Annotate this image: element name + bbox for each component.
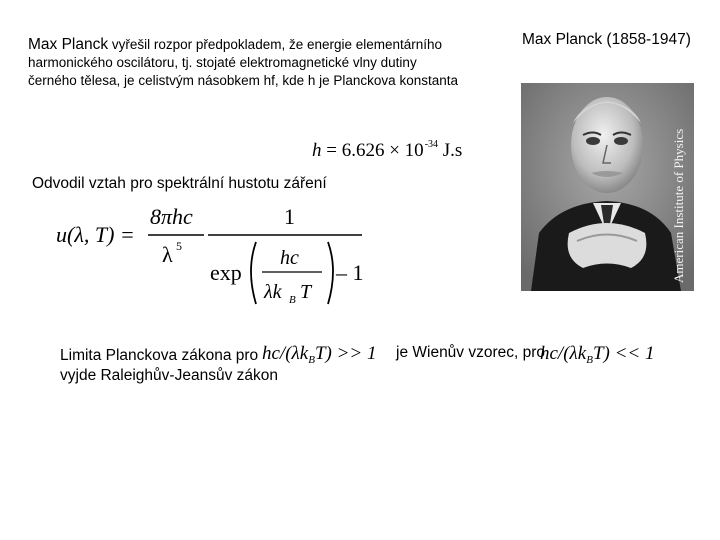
formula-inner-den: λk	[264, 281, 282, 303]
photo-credit: American Institute of Physics	[671, 128, 686, 283]
constant-symbol: h	[312, 140, 322, 161]
formula-minus-one: – 1	[336, 260, 364, 285]
intro-lead: Max Planck	[28, 36, 109, 53]
cond1-b: T) >> 1	[314, 343, 377, 364]
limit-line-2: vyjde Raleighův-Jeansův zákon	[60, 367, 278, 384]
intro-paragraph	[28, 36, 458, 90]
constant-unit: J.s	[438, 140, 463, 161]
formula-den1: λ	[162, 242, 173, 267]
right-paren	[328, 242, 333, 304]
limit-text	[60, 346, 278, 386]
cond1-a: hc/(λk	[262, 343, 309, 364]
formula-den1-exp: 5	[176, 239, 182, 253]
cond1-sub: B	[308, 354, 315, 366]
spectral-heading: Odvodil vztah pro spektrální hustotu záření	[32, 175, 327, 192]
formula-inner-den-t: T	[300, 281, 312, 303]
planck-constant	[312, 139, 462, 162]
cond2-a: hc/(λk	[540, 343, 587, 364]
formula-num2: 1	[284, 204, 295, 229]
formula-exp: exp	[210, 260, 242, 285]
limit-line-1: Limita Planckova zákona pro	[60, 347, 259, 364]
wien-text: je Wienův vzorec, pro	[396, 344, 546, 361]
planck-law-formula	[56, 200, 376, 308]
formula-num1: 8πhc	[150, 204, 193, 229]
planck-portrait	[521, 83, 694, 291]
formula-lhs: u(λ, T) =	[56, 222, 135, 247]
constant-value: = 6.626 × 10	[326, 140, 424, 161]
formula-inner-den-sub: B	[289, 294, 296, 306]
constant-exponent: -34	[424, 139, 439, 150]
limit-condition-2	[540, 343, 654, 366]
left-paren	[251, 242, 256, 304]
cond2-sub: B	[586, 354, 593, 366]
portrait-caption: Max Planck (1858-1947)	[522, 31, 691, 48]
cond2-b: T) << 1	[592, 343, 655, 364]
intro-body: vyřešil rozpor předpokladem, že energie elementárního harmonického oscilátoru, tj. stojaté elektromagnetické vlny dutiny černého tělesa, je celistvým násobkem hf, kde h je Planckova konstanta	[28, 37, 458, 88]
limit-condition-1	[262, 343, 376, 366]
formula-inner-num: hc	[280, 247, 299, 269]
